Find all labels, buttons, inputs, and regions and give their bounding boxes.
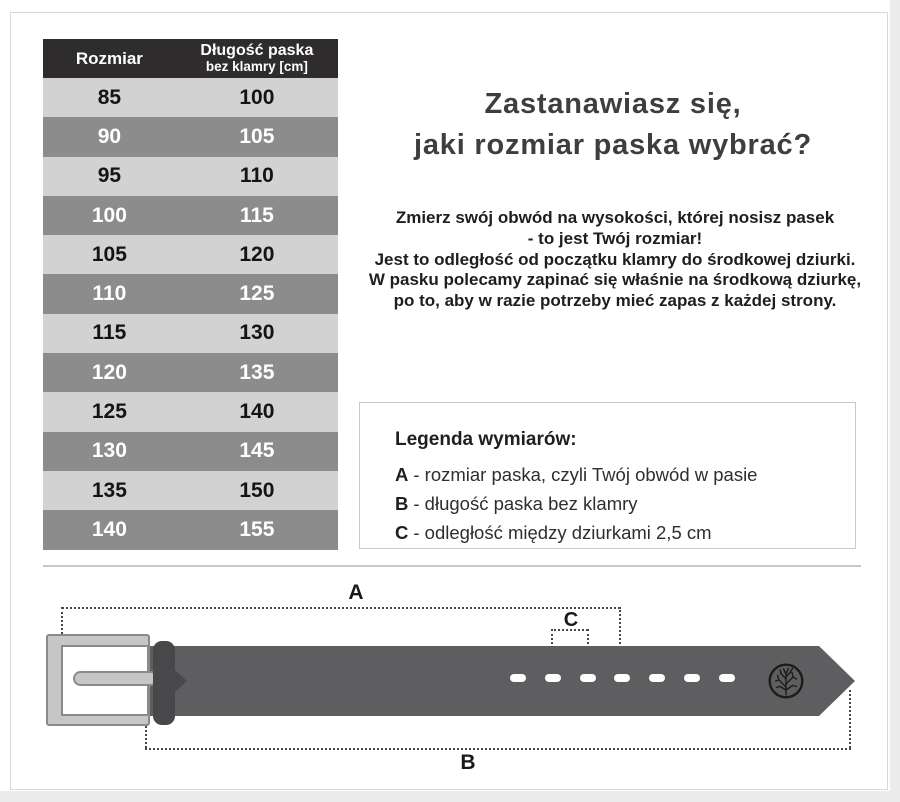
legend-key-c: C [395, 522, 409, 543]
column-header-length-line1: Długość paska [200, 42, 314, 60]
belt-hole [684, 674, 700, 682]
belt-buckle-prong [73, 671, 158, 686]
belt-strap [150, 646, 855, 716]
belt-length-cell: 120 [239, 242, 275, 266]
tree-logo-icon [767, 662, 805, 700]
size-cell: 120 [91, 360, 127, 384]
belt-length-cell: 140 [239, 400, 275, 424]
page-title [338, 84, 888, 166]
table-row [43, 117, 338, 156]
size-cell: 105 [91, 242, 127, 266]
intro-line: - to jest Twój rozmiar! [527, 228, 703, 248]
belt-hole [510, 674, 526, 682]
legend-box [359, 402, 856, 549]
intro-line: Jest to odległość od początku klamry do środkowej dziurki. [374, 249, 856, 269]
intro-line: po to, aby w razie potrzeby mieć zapas z każdej strony. [393, 291, 837, 311]
belt-hole [649, 674, 665, 682]
table-row [43, 196, 338, 235]
belt-length-cell: 155 [239, 517, 275, 541]
intro-paragraph [348, 208, 882, 312]
legend-text-c: - odległość między dziurkami 2,5 cm [413, 522, 712, 543]
legend-text-b: - długość paska bez klamry [413, 493, 638, 514]
dimension-line-a [62, 607, 620, 609]
table-row [43, 432, 338, 471]
column-header-length [176, 39, 338, 78]
size-table [43, 39, 338, 550]
belt-length-cell: 125 [239, 282, 275, 306]
belt-length-cell: 135 [239, 360, 275, 384]
size-cell: 115 [92, 321, 127, 345]
dimension-label-c: C [563, 609, 579, 631]
belt-keeper-loop [153, 641, 175, 725]
intro-line: W pasku polecamy zapinać się właśnie na środkową dziurkę, [368, 270, 862, 290]
legend-text-a: - rozmiar paska, czyli Twój obwód w pasie [413, 464, 758, 485]
belt-length-cell: 100 [239, 85, 275, 109]
legend-item-b [395, 489, 855, 518]
dimension-line-a-left-riser [61, 607, 63, 634]
belt-length-cell: 130 [239, 321, 275, 345]
dimension-line-b [145, 748, 851, 750]
table-row [43, 510, 338, 549]
legend-key-a: A [395, 464, 409, 485]
table-row [43, 274, 338, 313]
table-row [43, 392, 338, 431]
size-cell: 125 [91, 400, 127, 424]
belt-hole [580, 674, 596, 682]
belt-hole [545, 674, 561, 682]
page-title-line2: jaki rozmiar paska wybrać? [414, 129, 812, 161]
size-cell: 85 [97, 85, 122, 109]
size-table-header [43, 39, 338, 78]
column-header-size: Rozmiar [75, 48, 143, 68]
belt-length-cell: 105 [239, 124, 275, 148]
dimension-label-b: B [460, 751, 476, 774]
legend-title: Legenda wymiarów: [395, 429, 577, 450]
table-row [43, 471, 338, 510]
intro-line: Zmierz swój obwód na wysokości, której nosisz pasek [395, 208, 835, 227]
belt-length-cell: 115 [239, 203, 274, 227]
belt-hole [719, 674, 735, 682]
size-cell: 110 [92, 282, 127, 306]
legend-item-a [395, 460, 855, 489]
section-divider [43, 565, 861, 567]
belt-length-cell: 150 [239, 478, 275, 502]
legend-key-b: B [395, 493, 409, 514]
size-cell: 95 [97, 164, 122, 188]
column-header-length-line2: bez klamry [cm] [205, 58, 308, 74]
belt-length-cell: 145 [239, 439, 275, 463]
table-row [43, 157, 338, 196]
size-cell: 130 [91, 439, 127, 463]
size-cell: 90 [97, 124, 122, 148]
page-title-line1: Zastanawiasz się, [484, 88, 742, 120]
table-row [43, 78, 338, 117]
dimension-label-a: A [348, 581, 364, 604]
size-cell: 100 [91, 203, 127, 227]
dimension-line-b-right-riser [849, 690, 851, 748]
size-cell: 140 [91, 517, 127, 541]
legend-item-c [395, 518, 855, 547]
belt-hole [614, 674, 630, 682]
table-row [43, 314, 338, 353]
dimension-line-b-left-riser [145, 726, 147, 748]
belt-length-cell: 110 [239, 164, 274, 188]
size-table-body [43, 78, 338, 550]
dimension-line-c [551, 629, 588, 631]
size-cell: 135 [91, 478, 127, 502]
table-row [43, 235, 338, 274]
table-row [43, 353, 338, 392]
